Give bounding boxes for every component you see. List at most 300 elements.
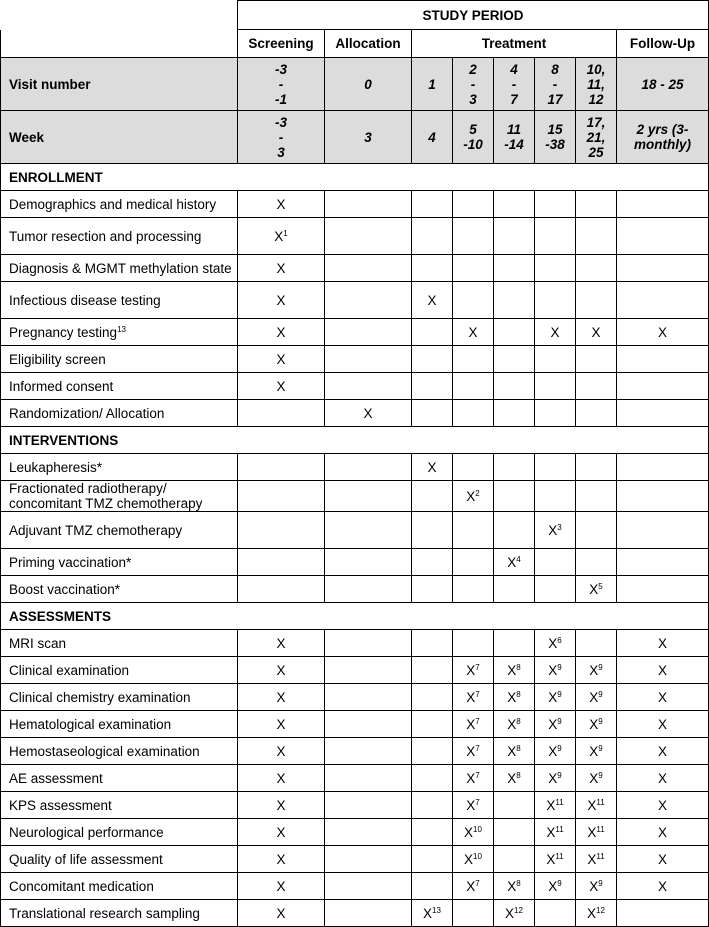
- table-cell: [535, 846, 576, 873]
- row-label-text: Infectious disease testing: [9, 292, 161, 308]
- table-cell: [453, 319, 494, 346]
- table-cell: [412, 191, 453, 218]
- allocation-header: Allocation: [325, 30, 412, 58]
- footnote-marker: 3: [557, 522, 562, 532]
- week-row: [1, 111, 709, 164]
- footnote-marker: 12: [514, 905, 523, 915]
- table-cell: [535, 819, 576, 846]
- table-cell: [238, 218, 325, 255]
- table-cell: [617, 454, 709, 481]
- visit-number-line: -: [470, 76, 476, 92]
- cell-mark: X: [427, 292, 437, 308]
- cell-mark: X: [589, 743, 599, 759]
- table-row: [1, 819, 709, 846]
- cell-mark: X: [466, 716, 476, 732]
- week-cell: [576, 111, 617, 164]
- table-cell: [325, 346, 412, 373]
- visit-number-line: -: [511, 76, 517, 92]
- table-cell: [535, 481, 576, 512]
- table-row: [1, 218, 709, 255]
- cell-mark: X: [589, 878, 599, 894]
- table-cell: [576, 400, 617, 427]
- study-period-row: [1, 1, 709, 30]
- footnote-marker: 13: [432, 905, 441, 915]
- row-label-text: Neurological performance: [9, 824, 164, 840]
- row-label: [1, 684, 238, 711]
- table-cell: [453, 218, 494, 255]
- table-cell: [617, 319, 709, 346]
- cell-mark: X: [507, 743, 517, 759]
- table-cell: [412, 218, 453, 255]
- table-cell: [535, 512, 576, 549]
- table-cell: [325, 576, 412, 603]
- footnote-marker: 8: [516, 716, 521, 726]
- section-header-row: [1, 164, 709, 191]
- table-cell: [576, 819, 617, 846]
- table-cell: [494, 765, 535, 792]
- footnote-marker: 13: [117, 324, 126, 334]
- table-cell: [325, 711, 412, 738]
- row-label-text: Clinical chemistry examination: [9, 689, 191, 705]
- table-cell: [453, 400, 494, 427]
- table-cell: [453, 684, 494, 711]
- follow-up-header: Follow-Up: [617, 30, 709, 58]
- table-cell: [325, 846, 412, 873]
- row-label-text: Pregnancy testing: [9, 324, 118, 340]
- table-cell: [325, 255, 412, 282]
- footnote-marker: 11: [555, 797, 564, 807]
- table-row: [1, 846, 709, 873]
- cell-mark: X: [466, 488, 476, 504]
- footnote-marker: 12: [596, 905, 605, 915]
- visit-number-cell: [325, 58, 412, 111]
- table-cell: [535, 549, 576, 576]
- visit-number-line: 7: [510, 91, 518, 107]
- week-line: 11: [506, 122, 521, 137]
- table-cell: [238, 819, 325, 846]
- week-label: Week: [1, 111, 238, 164]
- cell-mark: X: [548, 522, 558, 538]
- row-label-text: Clinical examination: [9, 662, 130, 678]
- footnote-marker: 9: [598, 770, 603, 780]
- visit-number-line: 4: [510, 61, 518, 77]
- table-cell: [576, 792, 617, 819]
- table-cell: [617, 255, 709, 282]
- footnote-marker: 7: [475, 878, 480, 888]
- table-cell: [412, 255, 453, 282]
- table-cell: [453, 191, 494, 218]
- row-label: [1, 282, 238, 319]
- table-cell: [535, 900, 576, 927]
- cell-mark: X: [658, 824, 668, 840]
- cell-mark: X: [507, 770, 517, 786]
- table-cell: [412, 684, 453, 711]
- table-cell: [617, 711, 709, 738]
- row-label-text: Priming vaccination*: [9, 554, 132, 570]
- table-cell: [325, 373, 412, 400]
- footnote-marker: 7: [475, 716, 480, 726]
- footnote-marker: 9: [557, 770, 562, 780]
- table-cell: [617, 846, 709, 873]
- table-cell: [412, 900, 453, 927]
- table-cell: [576, 191, 617, 218]
- table-cell: [617, 738, 709, 765]
- table-cell: [535, 792, 576, 819]
- cell-mark: X: [589, 770, 599, 786]
- table-cell: [412, 319, 453, 346]
- table-cell: [453, 819, 494, 846]
- visit-number-line: 11,: [587, 76, 605, 92]
- table-cell: [494, 481, 535, 512]
- table-row: [1, 512, 709, 549]
- table-cell: [238, 738, 325, 765]
- table-cell: [412, 846, 453, 873]
- footnote-marker: 6: [557, 635, 562, 645]
- table-cell: [453, 738, 494, 765]
- table-row: [1, 711, 709, 738]
- row-label: [1, 319, 238, 346]
- week-cell: [325, 111, 412, 164]
- table-row: [1, 576, 709, 603]
- table-cell: [325, 454, 412, 481]
- week-line: 5: [469, 122, 477, 137]
- visit-number-line: -1: [274, 91, 287, 107]
- treatment-header: Treatment: [412, 30, 617, 58]
- row-label: [1, 819, 238, 846]
- table-cell: [535, 711, 576, 738]
- table-cell: [238, 255, 325, 282]
- table-cell: [453, 481, 494, 512]
- table-cell: [412, 792, 453, 819]
- cell-mark: X: [276, 878, 286, 894]
- cell-mark: X: [548, 635, 558, 651]
- table-cell: [325, 738, 412, 765]
- table-cell: [535, 191, 576, 218]
- table-cell: [412, 400, 453, 427]
- table-cell: [453, 711, 494, 738]
- footnote-marker: 7: [475, 770, 480, 780]
- empty-label-cell: [1, 30, 238, 58]
- row-label-text: Quality of life assessment: [9, 851, 163, 867]
- table-cell: [412, 373, 453, 400]
- cell-mark: X: [587, 905, 597, 921]
- table-cell: [576, 454, 617, 481]
- table-cell: [325, 191, 412, 218]
- row-label: [1, 454, 238, 481]
- row-label: [1, 657, 238, 684]
- footnote-marker: 9: [598, 689, 603, 699]
- table-cell: [617, 657, 709, 684]
- table-cell: [325, 792, 412, 819]
- row-label: [1, 549, 238, 576]
- table-row: [1, 873, 709, 900]
- table-cell: [494, 630, 535, 657]
- row-label: [1, 346, 238, 373]
- row-label: [1, 218, 238, 255]
- table-cell: [576, 346, 617, 373]
- table-cell: [576, 282, 617, 319]
- row-label: [1, 900, 238, 927]
- table-cell: [412, 512, 453, 549]
- footnote-marker: 8: [516, 743, 521, 753]
- table-cell: [238, 454, 325, 481]
- row-label: [1, 373, 238, 400]
- table-cell: [238, 191, 325, 218]
- empty-corner-cell: [1, 1, 238, 30]
- table-row: [1, 346, 709, 373]
- footnote-marker: 11: [596, 824, 605, 834]
- cell-mark: X: [507, 878, 517, 894]
- table-cell: [494, 282, 535, 319]
- visit-number-cell: [576, 58, 617, 111]
- footnote-marker: 7: [475, 689, 480, 699]
- visit-number-row: [1, 58, 709, 111]
- cell-mark: X: [658, 770, 668, 786]
- cell-mark: X: [468, 324, 478, 340]
- table-cell: [412, 549, 453, 576]
- visit-number-cell: [617, 58, 709, 111]
- table-row: [1, 792, 709, 819]
- table-row: [1, 454, 709, 481]
- table-cell: [325, 549, 412, 576]
- week-line: -10: [463, 137, 483, 152]
- table-cell: [576, 684, 617, 711]
- cell-mark: X: [276, 378, 286, 394]
- visit-number-line: -: [552, 76, 558, 92]
- table-cell: [535, 255, 576, 282]
- table-cell: [494, 846, 535, 873]
- table-cell: [238, 319, 325, 346]
- row-label: [1, 846, 238, 873]
- study-period-header: STUDY PERIOD: [238, 1, 709, 30]
- visit-number-cell: [412, 58, 453, 111]
- table-cell: [617, 400, 709, 427]
- table-cell: [576, 512, 617, 549]
- table-cell: [238, 400, 325, 427]
- table-cell: [412, 282, 453, 319]
- row-label: [1, 512, 238, 549]
- table-cell: [494, 711, 535, 738]
- cell-mark: X: [546, 797, 556, 813]
- table-cell: [617, 576, 709, 603]
- table-cell: [617, 630, 709, 657]
- table-cell: [494, 191, 535, 218]
- table-cell: [238, 873, 325, 900]
- table-cell: [453, 512, 494, 549]
- table-cell: [494, 454, 535, 481]
- table-cell: [617, 191, 709, 218]
- cell-mark: X: [274, 228, 284, 244]
- cell-mark: X: [276, 716, 286, 732]
- row-label-text: MRI scan: [9, 635, 67, 651]
- cell-mark: X: [589, 716, 599, 732]
- cell-mark: X: [276, 351, 286, 367]
- table-cell: [617, 549, 709, 576]
- cell-mark: X: [548, 770, 558, 786]
- table-cell: [617, 873, 709, 900]
- cell-mark: X: [466, 770, 476, 786]
- table-cell: [325, 218, 412, 255]
- visit-number-label: Visit number: [1, 58, 238, 111]
- cell-mark: X: [658, 689, 668, 705]
- row-label-text: Tumor resection and processing: [9, 228, 202, 244]
- table-row: [1, 319, 709, 346]
- cell-mark: X: [548, 743, 558, 759]
- row-label-text: Boost vaccination*: [9, 581, 121, 597]
- cell-mark: X: [276, 662, 286, 678]
- week-cell: [453, 111, 494, 164]
- cell-mark: X: [276, 797, 286, 813]
- table-cell: [325, 481, 412, 512]
- table-cell: [535, 738, 576, 765]
- table-cell: [238, 792, 325, 819]
- table-cell: [576, 576, 617, 603]
- table-cell: [494, 576, 535, 603]
- table-cell: [238, 549, 325, 576]
- table-cell: [453, 549, 494, 576]
- footnote-marker: 9: [557, 878, 562, 888]
- table-cell: [238, 684, 325, 711]
- table-cell: [412, 873, 453, 900]
- visit-number-cell: [238, 58, 325, 111]
- week-line: 3: [277, 144, 285, 160]
- cell-mark: X: [276, 635, 286, 651]
- table-row: [1, 738, 709, 765]
- row-label-text: Eligibility screen: [9, 351, 106, 367]
- table-cell: [576, 218, 617, 255]
- table-cell: [576, 549, 617, 576]
- footnote-marker: 7: [475, 743, 480, 753]
- cell-mark: X: [505, 905, 515, 921]
- visit-number-line: 10,: [586, 61, 606, 77]
- table-cell: [325, 684, 412, 711]
- table-cell: [535, 630, 576, 657]
- footnote-marker: 2: [475, 488, 480, 498]
- visit-number-line: 8: [551, 61, 559, 77]
- row-label-text: Translational research sampling: [9, 905, 200, 921]
- cell-mark: X: [658, 662, 668, 678]
- table-cell: [535, 400, 576, 427]
- screening-header: Screening: [238, 30, 325, 58]
- table-cell: [325, 319, 412, 346]
- footnote-marker: 9: [598, 743, 603, 753]
- footnote-marker: 8: [516, 662, 521, 672]
- footnote-marker: 11: [596, 797, 605, 807]
- week-cell: [238, 111, 325, 164]
- table-row: [1, 765, 709, 792]
- cell-mark: X: [507, 689, 517, 705]
- table-cell: [494, 255, 535, 282]
- week-line: 25: [588, 144, 604, 160]
- table-cell: [412, 765, 453, 792]
- cell-mark: X: [466, 662, 476, 678]
- row-label-text: Concomitant medication: [9, 878, 154, 894]
- table-cell: [494, 346, 535, 373]
- table-cell: [617, 792, 709, 819]
- table-cell: [412, 657, 453, 684]
- cell-mark: X: [658, 743, 668, 759]
- table-cell: [494, 549, 535, 576]
- cell-mark: X: [276, 260, 286, 276]
- footnote-marker: 9: [557, 689, 562, 699]
- table-cell: [238, 481, 325, 512]
- table-cell: [535, 657, 576, 684]
- table-cell: [453, 657, 494, 684]
- row-label-text: Hemostaseological examination: [9, 743, 200, 759]
- table-row: [1, 657, 709, 684]
- cell-mark: X: [658, 324, 668, 340]
- row-label-text: KPS assessment: [9, 797, 112, 813]
- footnote-marker: 9: [598, 878, 603, 888]
- week-line: 17,: [586, 114, 606, 130]
- table-row: [1, 481, 709, 512]
- table-cell: [535, 346, 576, 373]
- table-cell: [238, 576, 325, 603]
- visit-number-line: 3: [469, 91, 477, 107]
- cell-mark: X: [427, 459, 437, 475]
- visit-number-line: -3: [274, 61, 287, 77]
- row-label-text: Leukapheresis*: [9, 459, 103, 475]
- table-row: [1, 549, 709, 576]
- table-cell: [535, 454, 576, 481]
- week-line: monthly): [634, 137, 692, 152]
- visit-number-line: -: [278, 76, 284, 92]
- table-cell: [617, 900, 709, 927]
- table-cell: [325, 819, 412, 846]
- table-cell: [325, 512, 412, 549]
- row-label: [1, 255, 238, 282]
- cell-mark: X: [276, 905, 286, 921]
- table-cell: [535, 684, 576, 711]
- week-cell: [617, 111, 709, 164]
- table-cell: [494, 512, 535, 549]
- row-label: [1, 576, 238, 603]
- cell-mark: X: [587, 797, 597, 813]
- section-title: INTERVENTIONS: [1, 427, 709, 454]
- cell-mark: X: [466, 689, 476, 705]
- table-cell: [535, 765, 576, 792]
- row-label: [1, 191, 238, 218]
- row-label-text: Informed consent: [9, 378, 114, 394]
- cell-mark: X: [276, 324, 286, 340]
- footnote-marker: 10: [473, 824, 482, 834]
- visit-number-line: 12: [588, 91, 604, 107]
- table-cell: [238, 765, 325, 792]
- cell-mark: X: [658, 716, 668, 732]
- cell-mark: X: [507, 554, 517, 570]
- table-cell: [453, 255, 494, 282]
- table-cell: [494, 319, 535, 346]
- table-cell: [453, 873, 494, 900]
- cell-mark: X: [546, 851, 556, 867]
- week-line: 4: [428, 129, 436, 145]
- table-cell: [453, 373, 494, 400]
- table-cell: [412, 481, 453, 512]
- table-cell: [576, 319, 617, 346]
- cell-mark: X: [507, 662, 517, 678]
- table-cell: [494, 657, 535, 684]
- cell-mark: X: [276, 770, 286, 786]
- cell-mark: X: [546, 824, 556, 840]
- table-cell: [453, 792, 494, 819]
- table-cell: [412, 711, 453, 738]
- table-cell: [325, 400, 412, 427]
- row-label-text: AE assessment: [9, 770, 103, 786]
- table-cell: [494, 873, 535, 900]
- cell-mark: X: [589, 662, 599, 678]
- table-cell: [412, 819, 453, 846]
- table-row: [1, 630, 709, 657]
